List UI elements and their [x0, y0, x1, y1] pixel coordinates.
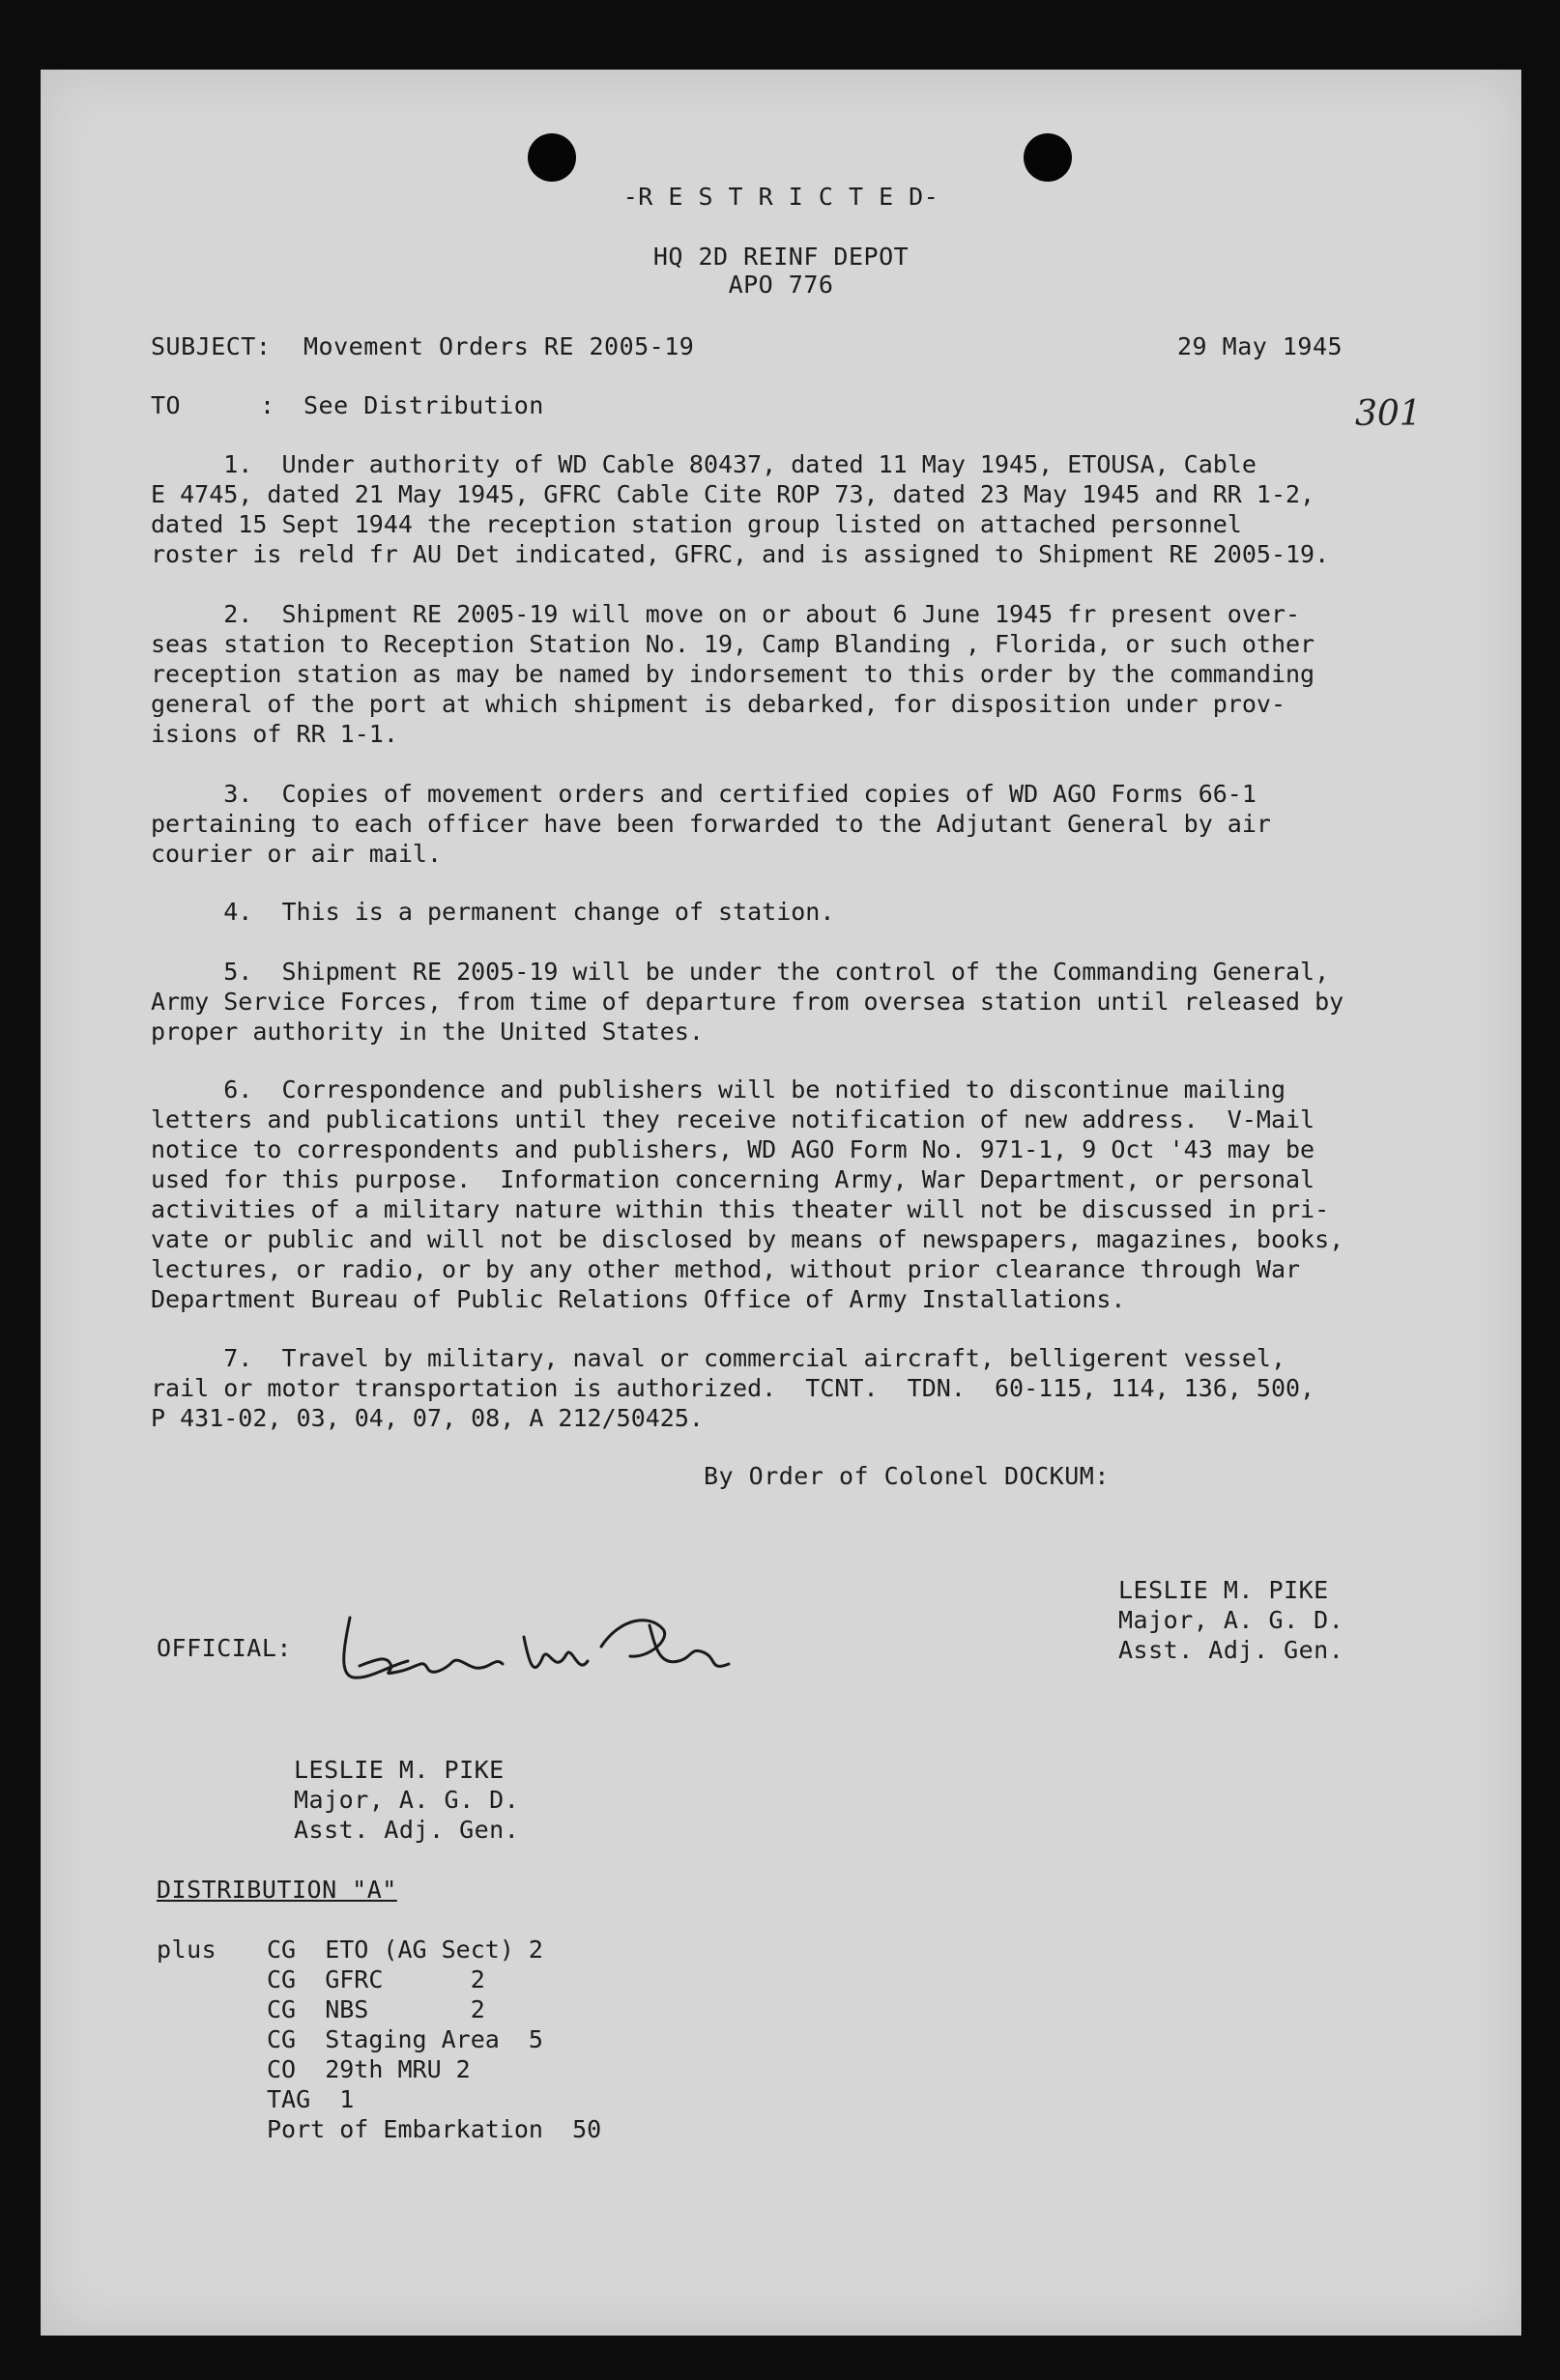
distribution-row: CG ETO (AG Sect) 2: [267, 1936, 543, 1964]
signer-title: Asst. Adj. Gen.: [1118, 1636, 1344, 1664]
distribution-row: CG NBS 2: [267, 1995, 485, 2023]
distribution-heading: DISTRIBUTION "A": [157, 1876, 397, 1904]
official-signer-title: Asst. Adj. Gen.: [294, 1816, 520, 1844]
signature-block-right: [1118, 1575, 1343, 1665]
paragraph-7: 7. Travel by military, naval or commercial aircraft, belligerent vessel, rail or motor transportation is authorized. TCNT. TDN. 60-115, 114, 136, 500, P 431-02, 03, 04, 07, 08, A 212/50425.: [151, 1344, 1315, 1432]
subject-label: SUBJECT:: [151, 332, 272, 360]
paragraph-6: 6. Correspondence and publishers will be notified to discontinue mailing letters and publications until they receive notification of new address. V-Mail notice to correspondents and publishers, WD AGO Form No. 971-1, 9 Oct '43 may be used for this purpose. Information concerning Army, War Department, or personal activities of a military nature within this theater will not be discussed in pri- vate or public and will not be disclosed by means of newspapers, magazines, books, lectures, or radio, or by any other method, without prior clearance through War Department Bureau of Public Relations Office of Army Installations.: [151, 1075, 1344, 1313]
distribution-row: Port of Embarkation 50: [267, 2115, 602, 2143]
punch-hole-left: [528, 133, 576, 182]
paragraph-4: 4. This is a permanent change of station.: [151, 898, 835, 926]
signature-image: [331, 1608, 737, 1705]
signature-block-left: [294, 1755, 519, 1845]
distribution-row: CG GFRC 2: [267, 1965, 485, 1993]
document-date: 29 May 1945: [1177, 332, 1343, 360]
unit-heading: HQ 2D REINF DEPOT: [652, 243, 910, 271]
paragraph-5: 5. Shipment RE 2005-19 will be under the control of the Commanding General, Army Service Forces, from time of departure from oversea station until released by proper authority in the United States.: [151, 958, 1344, 1046]
punch-hole-right: [1024, 133, 1072, 182]
apo-heading: APO 776: [728, 271, 834, 299]
document-page: [41, 70, 1521, 2336]
to-label: TO: [151, 391, 182, 419]
to-text: See Distribution: [303, 391, 544, 419]
signer-name: LESLIE M. PIKE: [1118, 1576, 1329, 1604]
classification-marking: -R E S T R I C T E D-: [622, 183, 939, 211]
distribution-row: TAG 1: [267, 2085, 355, 2113]
distribution-plus-label: plus: [157, 1936, 217, 1964]
page-number: 301: [1355, 394, 1422, 434]
official-signer-name: LESLIE M. PIKE: [294, 1756, 505, 1784]
paragraph-3: 3. Copies of movement orders and certified copies of WD AGO Forms 66-1 pertaining to each officer have been forwarded to the Adjutant General by air courier or air mail.: [151, 780, 1271, 868]
paragraph-2: 2. Shipment RE 2005-19 will move on or about 6 June 1945 fr present over- seas station to Reception Station No. 19, Camp Blanding , Florida, or such other reception station as may be named by indorsement to this order by the commanding general of the port at which shipment is debarked, for disposition under prov- isions of RR 1-1.: [151, 600, 1315, 748]
handwritten-signature: [331, 1608, 737, 1705]
paragraph-1: 1. Under authority of WD Cable 80437, dated 11 May 1945, ETOUSA, Cable E 4745, dated 21 May 1945, GFRC Cable Cite ROP 73, dated 23 May 1945 and RR 1-2, dated 15 Sept 1944 the reception station group listed on attached personnel roster is reld fr AU Det indicated, GFRC, and is assigned to Shipment RE 2005-19.: [151, 450, 1330, 568]
official-label: OFFICIAL:: [157, 1634, 292, 1662]
signer-rank: Major, A. G. D.: [1118, 1606, 1344, 1634]
distribution-row: CO 29th MRU 2: [267, 2055, 471, 2083]
subject-text: Movement Orders RE 2005-19: [303, 332, 695, 360]
by-order-line: By Order of Colonel DOCKUM:: [704, 1462, 1110, 1490]
to-colon: :: [260, 391, 275, 419]
official-signer-rank: Major, A. G. D.: [294, 1786, 520, 1814]
distribution-list: [267, 1935, 601, 2144]
distribution-row: CG Staging Area 5: [267, 2025, 543, 2053]
